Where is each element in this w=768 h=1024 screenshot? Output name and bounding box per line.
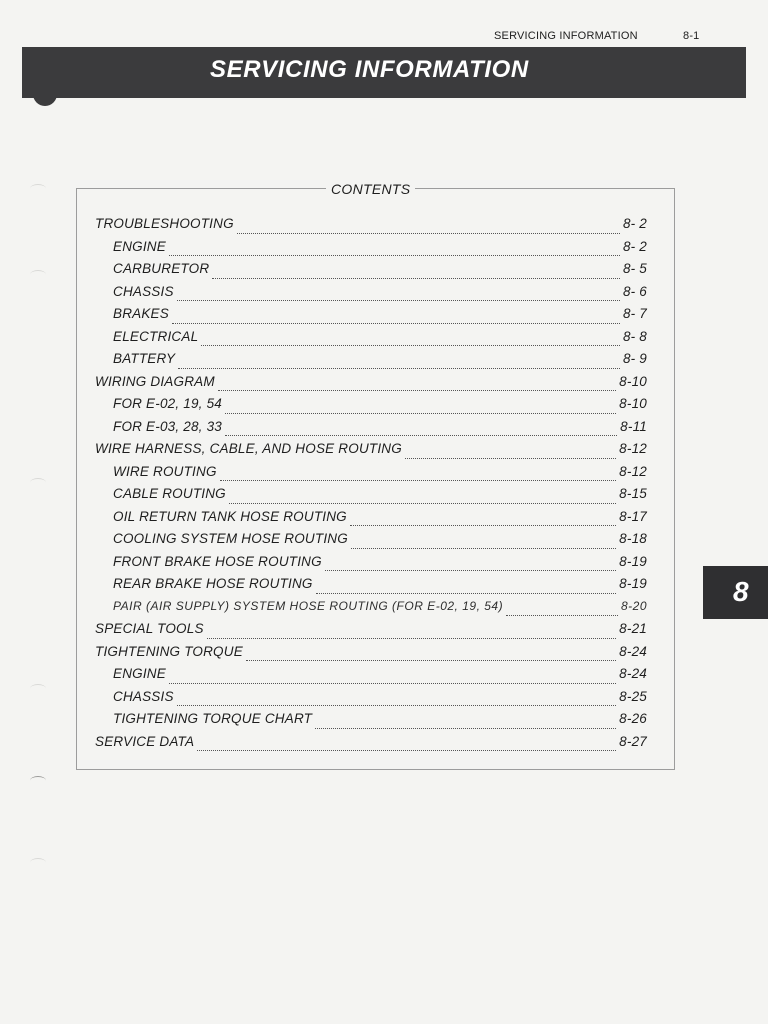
section-thumb-tab: [703, 566, 768, 619]
toc-entry-page: 8-12: [619, 463, 647, 479]
toc-dot-leader: [169, 683, 616, 684]
toc-dot-leader: [218, 390, 616, 391]
toc-entry-page: 8-10: [619, 396, 647, 411]
binder-hole-mark: [30, 184, 46, 193]
toc-entry-page: 8-21: [619, 621, 647, 636]
toc-entry-page: 8-26: [619, 711, 647, 726]
toc-entry: [95, 531, 647, 554]
toc-entry-title: ENGINE: [113, 238, 166, 254]
toc-dot-leader: [207, 638, 617, 639]
toc-entry: [95, 464, 647, 487]
toc-entry: [95, 351, 647, 374]
toc-entry-title: WIRING DIAGRAM: [95, 373, 215, 389]
toc-dot-leader: [220, 480, 617, 481]
toc-entry: [95, 554, 647, 577]
binder-hole-mark: [30, 684, 46, 693]
toc-entry-title: BATTERY: [113, 351, 176, 366]
toc-entry: [95, 306, 647, 329]
toc-entry-title: FOR E-02, 19, 54: [113, 396, 222, 411]
binder-hole-mark: [30, 270, 46, 279]
toc-dot-leader: [350, 525, 616, 526]
toc-dot-leader: [177, 300, 620, 301]
toc-entry-page: 8-17: [619, 508, 647, 524]
toc-entry: [95, 711, 647, 734]
toc-entry-title: CARBURETOR: [113, 261, 210, 276]
toc-dot-leader: [172, 323, 620, 324]
toc-entry-title: CHASSIS: [113, 283, 174, 299]
toc-entry-title: BRAKES: [113, 306, 169, 321]
toc-dot-leader: [315, 728, 616, 729]
toc-entry-page: 8-18: [619, 531, 647, 546]
toc-dot-leader: [229, 503, 616, 504]
toc-entry: [95, 396, 647, 419]
toc-entry: [95, 284, 647, 307]
toc-entry-title: WIRE ROUTING: [113, 463, 217, 479]
toc-entry-page: 8-11: [620, 418, 647, 434]
toc-dot-leader: [405, 458, 616, 459]
toc-entry-page: 8-27: [619, 733, 647, 749]
running-head-title: SERVICING INFORMATION: [494, 30, 638, 42]
toc-entry-title: SERVICE DATA: [95, 733, 195, 749]
toc-entry-page: 8-12: [619, 441, 647, 456]
toc-entry-title: FRONT BRAKE HOSE ROUTING: [113, 553, 322, 569]
toc-entry: [95, 216, 647, 239]
toc-entry-page: 8- 5: [622, 261, 647, 276]
toc-entry: [95, 509, 647, 532]
toc-entry-page: 8- 2: [622, 216, 647, 231]
toc-dot-leader: [351, 548, 616, 549]
section-banner: [22, 47, 746, 98]
toc-entry-title: COOLING SYSTEM HOSE ROUTING: [113, 531, 348, 546]
toc-entry: [95, 621, 647, 644]
toc-entry-title: OIL RETURN TANK HOSE ROUTING: [113, 508, 347, 524]
toc-entry: [95, 261, 647, 284]
toc-dot-leader: [177, 705, 617, 706]
toc-entry: [95, 329, 647, 352]
toc-entry-page: 8-20: [620, 598, 647, 613]
toc-entry-page: 8- 9: [622, 351, 647, 366]
toc-entry-page: 8-15: [619, 486, 647, 501]
toc-entry-title: CHASSIS: [113, 688, 174, 704]
running-head: [0, 30, 768, 44]
binder-hole-mark: [30, 776, 46, 785]
toc-entry: [95, 576, 647, 599]
toc-entry-page: 8-24: [619, 643, 647, 659]
toc-dot-leader: [178, 368, 620, 369]
toc-entry-title: TIGHTENING TORQUE: [95, 643, 243, 659]
toc-entry-title: REAR BRAKE HOSE ROUTING: [113, 576, 313, 591]
toc-entry: [95, 486, 647, 509]
toc-entry-page: 8-19: [619, 576, 647, 591]
toc-dot-leader: [169, 255, 620, 256]
toc-entry-page: 8-24: [619, 666, 647, 681]
toc-entry: [95, 734, 647, 757]
toc-entry-page: 8- 8: [622, 328, 647, 344]
toc-dot-leader: [225, 435, 617, 436]
toc-dot-leader: [246, 660, 616, 661]
contents-heading: CONTENTS: [326, 181, 415, 197]
toc-entry: [95, 419, 647, 442]
toc-entry-title: SPECIAL TOOLS: [95, 621, 204, 636]
toc-entry: [95, 374, 647, 397]
toc-entry-page: 8-19: [619, 553, 647, 569]
banner-ink-mark: [33, 92, 57, 106]
running-head-page-number: 8-1: [683, 30, 700, 42]
toc-entry-page: 8- 7: [622, 306, 647, 321]
toc-entry-title: FOR E-03, 28, 33: [113, 418, 222, 434]
toc-entry-title: ENGINE: [113, 666, 166, 681]
toc-dot-leader: [201, 345, 620, 346]
toc-entry: [95, 644, 647, 667]
binder-hole-mark: [30, 478, 46, 487]
toc-entry-title: CABLE ROUTING: [113, 486, 226, 501]
toc-entry-title: TIGHTENING TORQUE CHART: [113, 711, 313, 726]
toc-entry-title: ELECTRICAL: [113, 328, 199, 344]
toc-entry: [95, 239, 647, 262]
toc-entry-title: PAIR (AIR SUPPLY) SYSTEM HOSE ROUTING (FOR E-02, 19, 54): [113, 598, 504, 613]
toc-dot-leader: [325, 570, 616, 571]
toc-dot-leader: [197, 750, 616, 751]
toc-entry-page: 8- 6: [622, 283, 647, 299]
toc-entry: [95, 441, 647, 464]
toc-entry: [95, 599, 647, 622]
toc-entry-title: WIRE HARNESS, CABLE, AND HOSE ROUTING: [95, 441, 402, 456]
section-tab-label: 8: [733, 576, 749, 607]
toc-entry: [95, 689, 647, 712]
toc-entry-page: 8-25: [619, 688, 647, 704]
toc-dot-leader: [316, 593, 617, 594]
toc-entry-page: 8- 2: [622, 238, 647, 254]
toc-dot-leader: [225, 413, 616, 414]
toc-dot-leader: [212, 278, 620, 279]
toc-entry-title: TROUBLESHOOTING: [95, 216, 234, 231]
table-of-contents: [95, 216, 647, 756]
toc-dot-leader: [506, 615, 618, 616]
banner-title: SERVICING INFORMATION: [210, 56, 529, 83]
toc-dot-leader: [237, 233, 620, 234]
toc-entry-page: 8-10: [619, 373, 647, 389]
toc-entry: [95, 666, 647, 689]
binder-hole-mark: [30, 858, 46, 867]
